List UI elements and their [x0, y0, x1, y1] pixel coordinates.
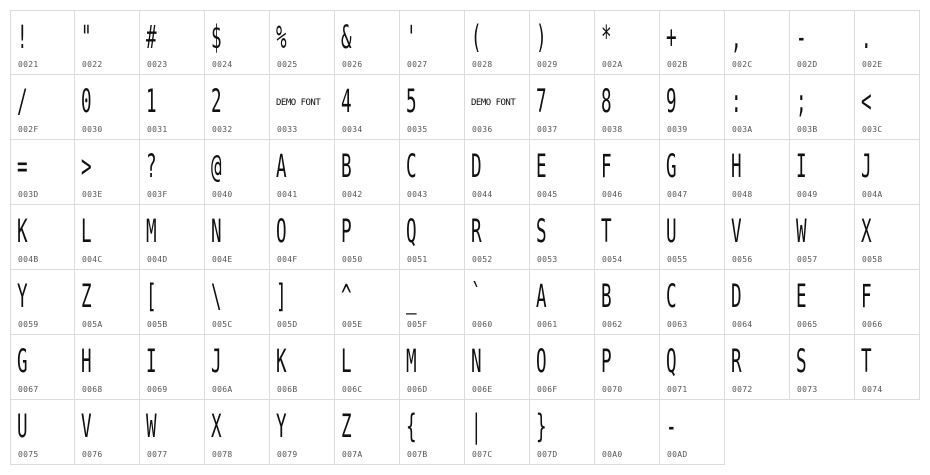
- glyph-code-label: 0035: [407, 125, 428, 134]
- glyph-preview: L: [341, 342, 352, 380]
- glyph-code-label: 00AD: [667, 450, 688, 459]
- glyph-preview: /: [17, 82, 28, 120]
- glyph-code-label: 005F: [407, 320, 428, 329]
- glyph-code-label: 0070: [602, 385, 623, 394]
- glyph-cell: [725, 335, 790, 400]
- glyph-preview: W: [796, 212, 807, 250]
- glyph-cell: [465, 140, 530, 205]
- glyph-preview: <: [861, 82, 872, 120]
- glyph-code-label: 0036: [472, 125, 493, 134]
- glyph-cell: [790, 10, 855, 75]
- glyph-code-label: 004C: [82, 255, 103, 264]
- glyph-code-label: 0074: [862, 385, 883, 394]
- glyph-code-label: 006C: [342, 385, 363, 394]
- glyph-preview: E: [796, 277, 807, 315]
- glyph-code-label: 007D: [537, 450, 558, 459]
- glyph-preview: I: [146, 342, 157, 380]
- glyph-code-label: 0045: [537, 190, 558, 199]
- glyph-preview: F: [601, 147, 612, 185]
- glyph-preview: B: [341, 147, 352, 185]
- glyph-code-label: 006E: [472, 385, 493, 394]
- glyph-preview: N: [211, 212, 222, 250]
- glyph-preview: W: [146, 407, 157, 445]
- glyph-cell: [335, 75, 400, 140]
- glyph-code-label: 0042: [342, 190, 363, 199]
- glyph-code-label: 006A: [212, 385, 233, 394]
- glyph-cell: [10, 335, 75, 400]
- glyph-cell: [530, 140, 595, 205]
- glyph-cell: [725, 270, 790, 335]
- glyph-cell: [855, 75, 920, 140]
- glyph-cell: [140, 10, 205, 75]
- glyph-cell: [140, 270, 205, 335]
- glyph-cell: [595, 75, 660, 140]
- glyph-preview: C: [666, 277, 677, 315]
- glyph-cell: [855, 140, 920, 205]
- glyph-code-label: 0059: [18, 320, 39, 329]
- glyph-cell: [400, 10, 465, 75]
- glyph-preview: ): [536, 18, 547, 56]
- glyph-preview: H: [731, 147, 742, 185]
- glyph-cell: [595, 205, 660, 270]
- glyph-preview: :: [731, 82, 742, 120]
- glyph-cell: [335, 270, 400, 335]
- glyph-cell: [400, 205, 465, 270]
- glyph-cell: [855, 10, 920, 75]
- glyph-preview: (: [471, 18, 482, 56]
- glyph-code-label: 004F: [277, 255, 298, 264]
- glyph-code-label: 0021: [18, 60, 39, 69]
- glyph-code-label: 004B: [18, 255, 39, 264]
- glyph-code-label: 0050: [342, 255, 363, 264]
- glyph-code-label: 0064: [732, 320, 753, 329]
- glyph-cell: [465, 75, 530, 140]
- glyph-cell: [465, 10, 530, 75]
- glyph-preview: \: [211, 277, 222, 315]
- glyph-code-label: 002F: [18, 125, 39, 134]
- glyph-code-label: 0071: [667, 385, 688, 394]
- glyph-code-label: 002D: [797, 60, 818, 69]
- glyph-cell: [10, 75, 75, 140]
- glyph-preview: E: [536, 147, 547, 185]
- glyph-code-label: 0068: [82, 385, 103, 394]
- glyph-cell: [595, 10, 660, 75]
- glyph-cell: [465, 270, 530, 335]
- glyph-code-label: 002C: [732, 60, 753, 69]
- glyph-cell: [725, 140, 790, 205]
- glyph-code-label: 007A: [342, 450, 363, 459]
- glyph-cell: [205, 400, 270, 465]
- glyph-preview: Z: [341, 407, 352, 445]
- glyph-code-label: 0023: [147, 60, 168, 69]
- glyph-preview: N: [471, 342, 482, 380]
- glyph-cell: [400, 335, 465, 400]
- glyph-code-label: 0069: [147, 385, 168, 394]
- glyph-code-label: 006D: [407, 385, 428, 394]
- glyph-code-label: 002B: [667, 60, 688, 69]
- glyph-preview: T: [861, 342, 872, 380]
- glyph-preview: ': [406, 18, 417, 56]
- glyph-code-label: 0067: [18, 385, 39, 394]
- glyph-preview: C: [406, 147, 417, 185]
- glyph-code-label: 007C: [472, 450, 493, 459]
- glyph-preview: 7: [536, 82, 547, 120]
- glyph-preview: !: [17, 18, 28, 56]
- glyph-preview: Y: [17, 277, 28, 315]
- glyph-cell: [725, 10, 790, 75]
- glyph-preview: R: [471, 212, 482, 250]
- glyph-code-label: 0028: [472, 60, 493, 69]
- glyph-cell: [75, 400, 140, 465]
- glyph-preview: G: [17, 342, 28, 380]
- glyph-cell: [595, 270, 660, 335]
- glyph-preview: 5: [406, 82, 417, 120]
- glyph-cell: [75, 270, 140, 335]
- glyph-cell: [140, 75, 205, 140]
- glyph-preview: I: [796, 147, 807, 185]
- glyph-preview: .: [861, 18, 872, 56]
- glyph-cell: [400, 400, 465, 465]
- glyph-preview: 8: [601, 82, 612, 120]
- glyph-code-label: 0063: [667, 320, 688, 329]
- glyph-code-label: 0033: [277, 125, 298, 134]
- glyph-code-label: 0025: [277, 60, 298, 69]
- glyph-code-label: 0041: [277, 190, 298, 199]
- glyph-preview: J: [861, 147, 872, 185]
- glyph-cell: [660, 205, 725, 270]
- glyph-cell: [335, 10, 400, 75]
- glyph-code-label: 0076: [82, 450, 103, 459]
- glyph-cell: [790, 205, 855, 270]
- glyph-code-label: 005A: [82, 320, 103, 329]
- glyph-preview: ": [81, 18, 92, 56]
- glyph-cell: [140, 335, 205, 400]
- glyph-cell: [790, 75, 855, 140]
- glyph-preview: _: [406, 277, 417, 315]
- glyph-code-label: 004A: [862, 190, 883, 199]
- glyph-cell: [465, 335, 530, 400]
- glyph-cell: [660, 75, 725, 140]
- glyph-cell: [75, 140, 140, 205]
- glyph-preview: 2: [211, 82, 222, 120]
- glyph-cell: [660, 270, 725, 335]
- glyph-cell: [660, 10, 725, 75]
- glyph-cell: [10, 270, 75, 335]
- glyph-cell: [10, 10, 75, 75]
- glyph-code-label: 0027: [407, 60, 428, 69]
- glyph-code-label: 0061: [537, 320, 558, 329]
- glyph-code-label: 0072: [732, 385, 753, 394]
- glyph-cell: [465, 205, 530, 270]
- glyph-preview: U: [17, 407, 28, 445]
- glyph-code-label: 005B: [147, 320, 168, 329]
- glyph-code-label: 0046: [602, 190, 623, 199]
- glyph-preview: X: [211, 407, 222, 445]
- glyph-preview: `: [471, 277, 482, 315]
- glyph-preview: ,: [731, 18, 742, 56]
- glyph-code-label: 0077: [147, 450, 168, 459]
- glyph-preview: [: [146, 277, 157, 315]
- glyph-code-label: 0049: [797, 190, 818, 199]
- glyph-preview: &: [341, 18, 352, 56]
- glyph-code-label: 0043: [407, 190, 428, 199]
- glyph-cell: [75, 335, 140, 400]
- glyph-code-label: 005C: [212, 320, 233, 329]
- glyph-preview: -: [796, 18, 807, 56]
- glyph-preview: J: [211, 342, 222, 380]
- glyph-preview: $: [211, 18, 222, 56]
- glyph-preview: S: [536, 212, 547, 250]
- glyph-cell: [205, 75, 270, 140]
- glyph-preview: T: [601, 212, 612, 250]
- glyph-code-label: 005E: [342, 320, 363, 329]
- glyph-cell: [530, 205, 595, 270]
- glyph-cell: [400, 140, 465, 205]
- glyph-grid: [10, 10, 920, 465]
- glyph-code-label: 0031: [147, 125, 168, 134]
- glyph-code-label: 0044: [472, 190, 493, 199]
- glyph-code-label: 0078: [212, 450, 233, 459]
- glyph-code-label: 002A: [602, 60, 623, 69]
- glyph-preview: Q: [406, 212, 417, 250]
- glyph-cell: [400, 270, 465, 335]
- glyph-preview: D: [731, 277, 742, 315]
- glyph-code-label: 0030: [82, 125, 103, 134]
- glyph-code-label: 0079: [277, 450, 298, 459]
- glyph-preview: M: [406, 342, 417, 380]
- glyph-code-label: 005D: [277, 320, 298, 329]
- glyph-cell: [75, 205, 140, 270]
- glyph-cell: [75, 10, 140, 75]
- glyph-cell: [855, 335, 920, 400]
- glyph-preview: %: [276, 18, 287, 56]
- glyph-cell: [855, 205, 920, 270]
- glyph-cell: [140, 140, 205, 205]
- glyph-cell: [660, 140, 725, 205]
- glyph-cell: [335, 140, 400, 205]
- glyph-code-label: 003A: [732, 125, 753, 134]
- glyph-cell: [335, 400, 400, 465]
- glyph-code-label: 006B: [277, 385, 298, 394]
- glyph-code-label: 0056: [732, 255, 753, 264]
- glyph-cell: [595, 140, 660, 205]
- glyph-code-label: 0029: [537, 60, 558, 69]
- glyph-preview: Q: [666, 342, 677, 380]
- glyph-cell: [530, 400, 595, 465]
- glyph-cell: [530, 270, 595, 335]
- glyph-cell: [530, 75, 595, 140]
- glyph-cell: [790, 270, 855, 335]
- glyph-code-label: 007B: [407, 450, 428, 459]
- glyph-preview: *: [601, 18, 612, 56]
- glyph-code-label: 0022: [82, 60, 103, 69]
- glyph-preview: ]: [276, 277, 287, 315]
- glyph-preview: 9: [666, 82, 677, 120]
- glyph-cell: [595, 335, 660, 400]
- glyph-preview: X: [861, 212, 872, 250]
- glyph-preview: F: [861, 277, 872, 315]
- glyph-cell: [530, 335, 595, 400]
- glyph-code-label: 0060: [472, 320, 493, 329]
- glyph-cell: [205, 10, 270, 75]
- glyph-code-label: 0054: [602, 255, 623, 264]
- glyph-code-label: 0034: [342, 125, 363, 134]
- glyph-code-label: 003F: [147, 190, 168, 199]
- glyph-preview: A: [536, 277, 547, 315]
- glyph-code-label: 002E: [862, 60, 883, 69]
- glyph-preview: 4: [341, 82, 352, 120]
- glyph-cell: [790, 140, 855, 205]
- glyph-cell: [335, 335, 400, 400]
- glyph-preview: D: [471, 147, 482, 185]
- glyph-preview: S: [796, 342, 807, 380]
- glyph-code-label: 0024: [212, 60, 233, 69]
- glyph-preview: -: [666, 407, 677, 445]
- glyph-preview: }: [536, 407, 547, 445]
- glyph-cell: [10, 400, 75, 465]
- glyph-preview: B: [601, 277, 612, 315]
- glyph-code-label: 0053: [537, 255, 558, 264]
- glyph-preview: P: [341, 212, 352, 250]
- glyph-cell: [270, 270, 335, 335]
- glyph-cell: [205, 335, 270, 400]
- glyph-preview: V: [81, 407, 92, 445]
- glyph-cell: [465, 400, 530, 465]
- glyph-code-label: 0062: [602, 320, 623, 329]
- glyph-code-label: 0051: [407, 255, 428, 264]
- glyph-code-label: 003B: [797, 125, 818, 134]
- glyph-code-label: 003C: [862, 125, 883, 134]
- glyph-cell: [400, 75, 465, 140]
- glyph-code-label: 00A0: [602, 450, 623, 459]
- glyph-code-label: 0065: [797, 320, 818, 329]
- glyph-code-label: 0048: [732, 190, 753, 199]
- glyph-code-label: 003D: [18, 190, 39, 199]
- glyph-cell: [75, 75, 140, 140]
- glyph-cell: [335, 205, 400, 270]
- glyph-preview: #: [146, 18, 157, 56]
- glyph-preview: ;: [796, 82, 807, 120]
- glyph-cell: [205, 270, 270, 335]
- glyph-code-label: 0032: [212, 125, 233, 134]
- glyph-cell: [660, 335, 725, 400]
- glyph-code-label: 0040: [212, 190, 233, 199]
- glyph-cell: [790, 335, 855, 400]
- glyph-cell: [725, 205, 790, 270]
- glyph-preview: |: [471, 407, 482, 445]
- glyph-cell: [660, 400, 725, 465]
- glyph-code-label: 004E: [212, 255, 233, 264]
- glyph-cell: [140, 400, 205, 465]
- glyph-code-label: 0073: [797, 385, 818, 394]
- glyph-cell: [140, 205, 205, 270]
- glyph-preview: Y: [276, 407, 287, 445]
- glyph-code-label: 0052: [472, 255, 493, 264]
- glyph-cell: [855, 270, 920, 335]
- glyph-cell: [205, 140, 270, 205]
- glyph-cell: [270, 205, 335, 270]
- glyph-cell: [10, 140, 75, 205]
- glyph-preview: M: [146, 212, 157, 250]
- glyph-cell: [270, 10, 335, 75]
- glyph-preview: 1: [146, 82, 157, 120]
- glyph-code-label: 0075: [18, 450, 39, 459]
- glyph-cell: [595, 400, 660, 465]
- glyph-preview: O: [276, 212, 287, 250]
- glyph-preview: O: [536, 342, 547, 380]
- glyph-preview: U: [666, 212, 677, 250]
- glyph-preview: P: [601, 342, 612, 380]
- glyph-preview: =: [17, 147, 28, 185]
- glyph-cell: [270, 75, 335, 140]
- glyph-code-label: 0066: [862, 320, 883, 329]
- glyph-preview: R: [731, 342, 742, 380]
- glyph-code-label: 0038: [602, 125, 623, 134]
- glyph-preview: ^: [341, 277, 352, 315]
- glyph-preview: A: [276, 147, 287, 185]
- glyph-code-label: 003E: [82, 190, 103, 199]
- glyph-preview: H: [81, 342, 92, 380]
- glyph-preview: L: [81, 212, 92, 250]
- glyph-cell: [10, 205, 75, 270]
- glyph-code-label: 0058: [862, 255, 883, 264]
- glyph-preview: K: [17, 212, 28, 250]
- glyph-code-label: 004D: [147, 255, 168, 264]
- glyph-code-label: 006F: [537, 385, 558, 394]
- glyph-preview: @: [211, 147, 222, 185]
- glyph-cell: [205, 205, 270, 270]
- glyph-preview: >: [81, 147, 92, 185]
- glyph-preview: {: [406, 407, 417, 445]
- glyph-preview: K: [276, 342, 287, 380]
- glyph-code-label: 0026: [342, 60, 363, 69]
- glyph-preview: G: [666, 147, 677, 185]
- glyph-preview: DEMO FONT: [471, 98, 516, 108]
- glyph-code-label: 0055: [667, 255, 688, 264]
- glyph-preview: +: [666, 18, 677, 56]
- glyph-cell: [270, 335, 335, 400]
- glyph-preview: 0: [81, 82, 92, 120]
- glyph-cell: [725, 75, 790, 140]
- glyph-cell: [530, 10, 595, 75]
- glyph-preview: V: [731, 212, 742, 250]
- glyph-code-label: 0057: [797, 255, 818, 264]
- glyph-preview: DEMO FONT: [276, 98, 321, 108]
- glyph-cell: [270, 400, 335, 465]
- glyph-code-label: 0039: [667, 125, 688, 134]
- glyph-cell: [270, 140, 335, 205]
- glyph-code-label: 0047: [667, 190, 688, 199]
- glyph-preview: ?: [146, 147, 157, 185]
- glyph-code-label: 0037: [537, 125, 558, 134]
- glyph-preview: Z: [81, 277, 92, 315]
